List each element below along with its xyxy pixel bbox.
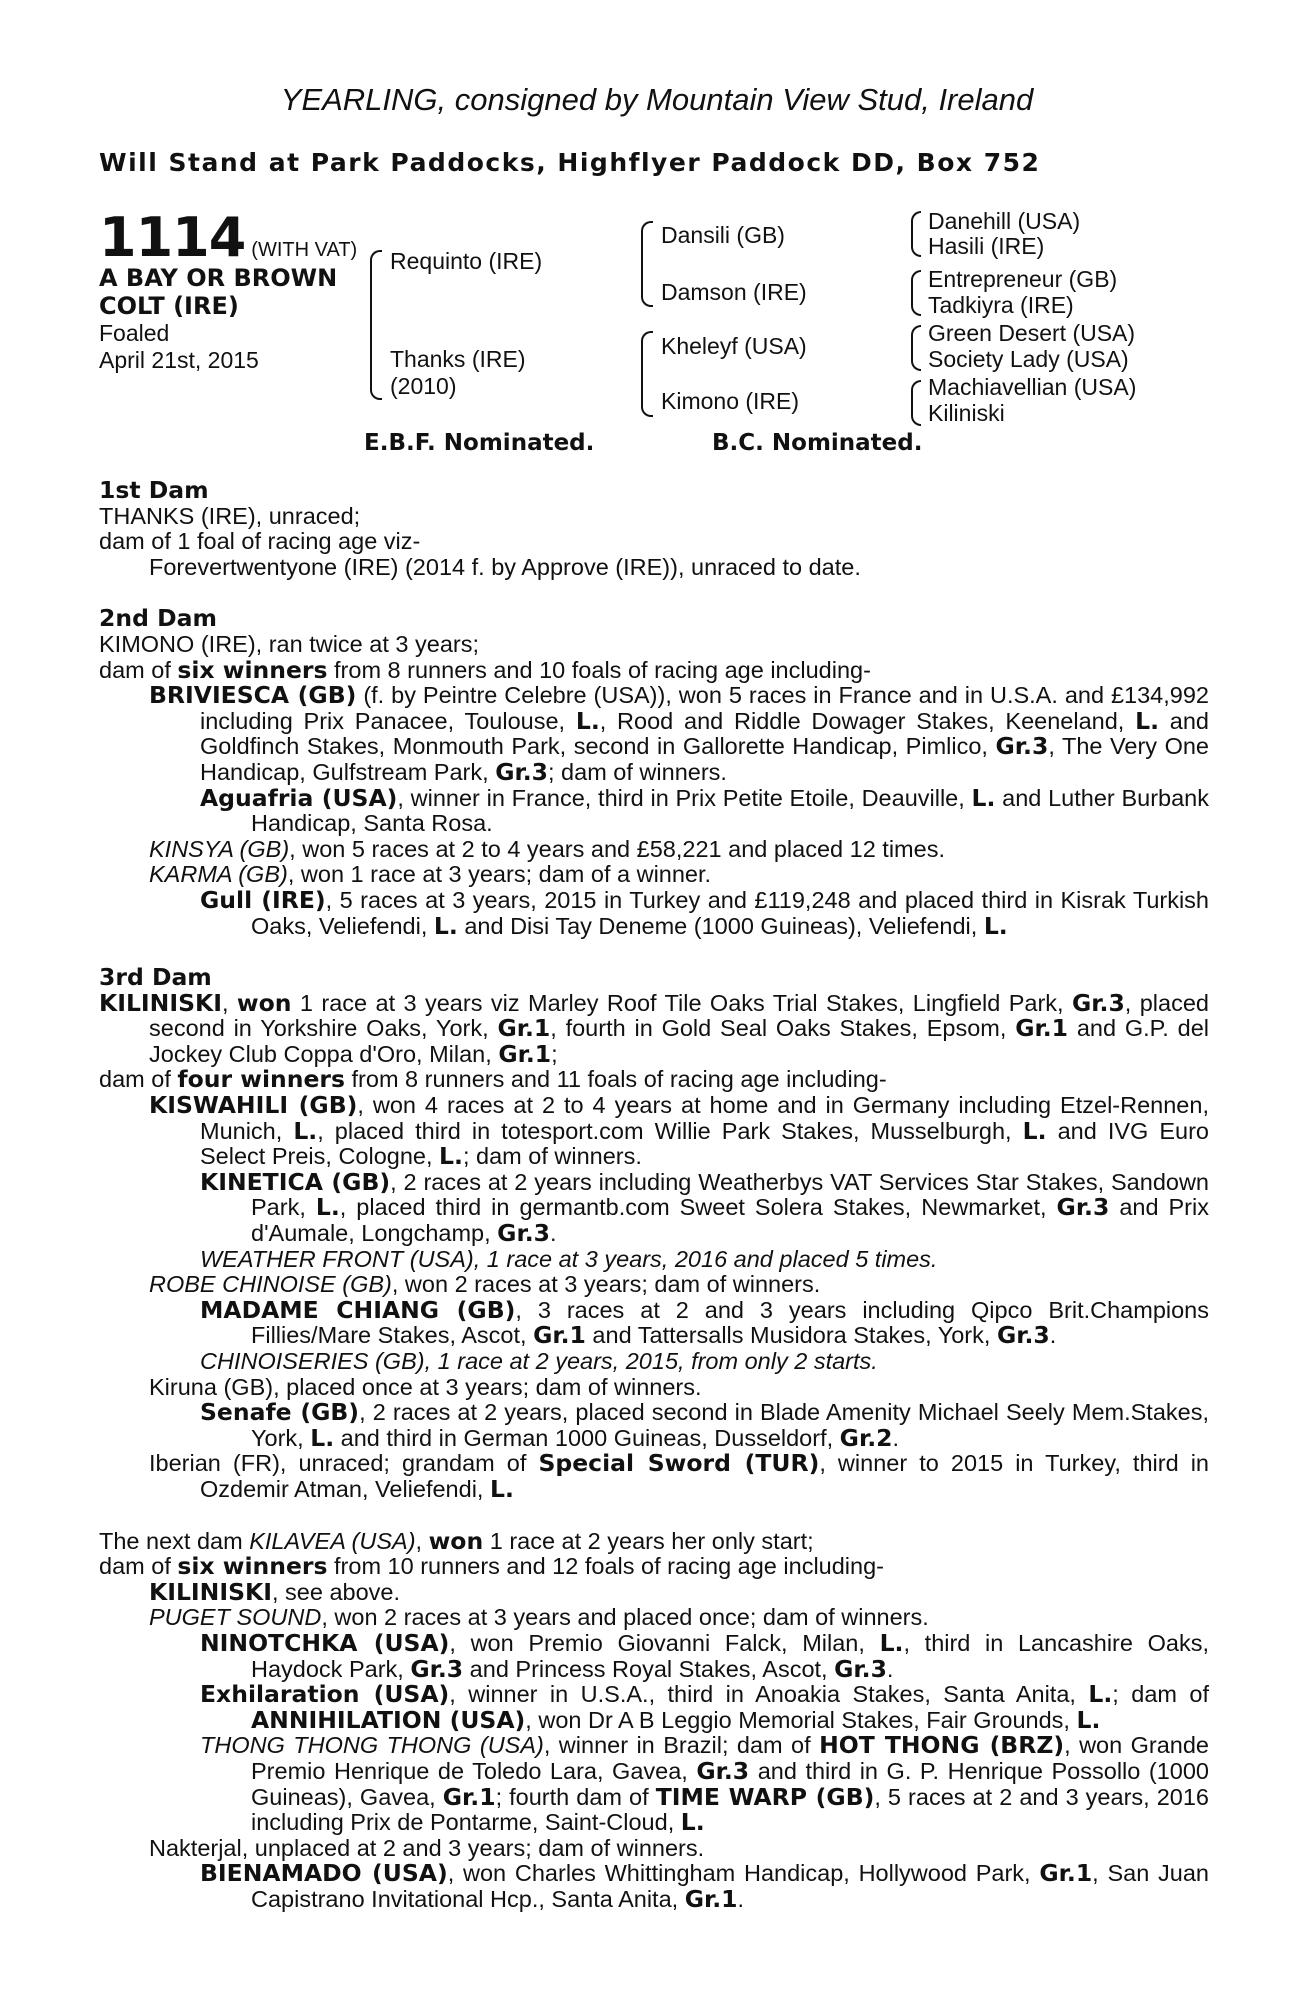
produce-entry: Senafe (GB), 2 races at 2 years, placed second in Blade Amenity Michael Seely Mem.Stakes, York, L. and third in German 1000 Guineas, Dusseldorf, Gr.2. — [200, 1398, 1209, 1452]
foaled-label: Foaled — [99, 320, 170, 346]
produce-entry: NINOTCHKA (USA), won Premio Giovanni Falck, Milan, L., third in Lancashire Oaks, Haydock Park, Gr.3 and Princess Royal Stakes, Ascot, Gr.3. — [200, 1628, 1209, 1683]
produce-entry: KILINISKI, see above. — [149, 1577, 401, 1606]
pedigree-brace — [911, 211, 921, 257]
lot-number: 1114 — [99, 206, 246, 269]
section-next-dam — [99, 1526, 1209, 1913]
produce-entry: ROBE CHINOISE (GB), won 2 races at 3 years; dam of winners. — [149, 1271, 821, 1298]
produce-entry: Kiruna (GB), placed once at 3 years; dam of winners. — [149, 1373, 702, 1400]
pedigree-gg-3: Entrepreneur (GB) — [928, 266, 1118, 292]
pedigree-sire-dam: Damson (IRE) — [661, 279, 807, 305]
pedigree-brace — [370, 250, 382, 400]
produce-entry: Gull (IRE), 5 races at 3 years, 2015 in Turkey and £119,248 and placed third in Kisrak Turkish Oaks, Veliefendi, L. and Disi Tay Deneme (1000 Guineas), Veliefendi, L. — [200, 885, 1210, 940]
dam-line: dam of four winners from 8 runners and 11 foals of racing age including- — [99, 1065, 887, 1094]
dam-line: THANKS (IRE), unraced; — [99, 502, 361, 529]
dam-line: dam of six winners from 8 runners and 10 foals of racing age including- — [99, 655, 871, 684]
section-heading: 3rd Dam — [99, 963, 212, 992]
produce-entry: CHINOISERIES (GB), 1 race at 2 years, 2015, from only 2 starts. — [200, 1348, 878, 1374]
bc-nominated: B.C. Nominated. — [712, 430, 923, 456]
produce-entry: BRIVIESCA (GB) (f. by Peintre Celebre (USA)), won 5 races in France and in U.S.A. and £134,992 including Prix Panacee, Toulouse, L., Rood and Riddle Dowager Stakes, Keeneland, L. and Goldfinch Stakes, Monmouth Park, second in Gallorette Handicap, Pimlico, Gr.3, The Very One Handicap, Gulfstream Park, Gr.3; dam of winners. — [149, 681, 1209, 786]
dam-line: dam of 1 foal of racing age viz- — [99, 528, 421, 555]
dam-line: KIMONO (IRE), ran twice at 3 years; — [99, 630, 480, 657]
pedigree-brace — [911, 380, 921, 426]
pedigree-brace — [641, 331, 653, 417]
catalogue-body — [99, 478, 1209, 1938]
produce-entry: PUGET SOUND, won 2 races at 3 years and placed once; dam of winners. — [149, 1604, 929, 1631]
produce-entry: KINSYA (GB), won 5 races at 2 to 4 years and £58,221 and placed 12 times. — [149, 835, 945, 862]
section-1st-dam — [99, 478, 1209, 580]
produce-entry: Nakterjal, unplaced at 2 and 3 years; dam of winners. — [149, 1834, 705, 1861]
pedigree-gg-6: Society Lady (USA) — [928, 346, 1129, 372]
pedigree-dam-dam: Kimono (IRE) — [661, 388, 800, 414]
lot-description-line1: A BAY OR BROWN — [99, 264, 338, 292]
pedigree-dam-sire: Kheleyf (USA) — [661, 333, 807, 359]
foaled-date: April 21st, 2015 — [99, 347, 259, 373]
pedigree-gg-8: Kiliniski — [928, 400, 1005, 426]
produce-entry: KISWAHILI (GB), won 4 races at 2 to 4 years at home and in Germany including Etzel-Rennen, Munich, L., placed third in totesport.com Willie Park Stakes, Musselburgh, L. and IVG Euro Select Preis, Cologne, L.; dam of winners. — [149, 1091, 1209, 1171]
vat-note: (WITH VAT) — [251, 239, 358, 261]
lot-description — [99, 264, 379, 320]
dam-line: dam of six winners from 10 runners and 12 foals of racing age including- — [99, 1552, 884, 1581]
foaled-info — [99, 320, 359, 374]
pedigree-brace — [641, 221, 653, 307]
produce-entry: Iberian (FR), unraced; grandam of Special Sword (TUR), winner to 2015 in Turkey, third in Ozdemir Atman, Veliefendi, L. — [149, 1449, 1209, 1503]
produce-entry: THONG THONG THONG (USA), winner in Brazil; dam of HOT THONG (BRZ), won Grande Premio Henrique de Toledo Lara, Gavea, Gr.3 and third in G. P. Henrique Possollo (1000 Guineas), Gavea, Gr.1; fourth dam of TIME WARP (GB), 5 races at 2 and 3 years, 2016 including Prix de Pontarme, Saint-Cloud, L. — [200, 1731, 1209, 1837]
produce-entry: WEATHER FRONT (USA), 1 race at 3 years, 2016 and placed 5 times. — [200, 1245, 938, 1272]
pedigree-sire: Requinto (IRE) — [390, 248, 543, 274]
produce-entry: MADAME CHIANG (GB), 3 races at 2 and 3 years including Qipco Brit.Champions Fillies/Mare Stakes, Ascot, Gr.1 and Tattersalls Musidora Stakes, York, Gr.3. — [200, 1295, 1209, 1350]
pedigree-gg-5: Green Desert (USA) — [928, 320, 1136, 346]
produce-entry: Aguafria (USA), winner in France, third in Prix Petite Etoile, Deauville, L. and Luther Burbank Handicap, Santa Rosa. — [200, 783, 1209, 837]
section-heading: 1st Dam — [99, 476, 209, 504]
section-2nd-dam — [99, 606, 1209, 939]
stand-location: Will Stand at Park Paddocks, Highflyer Paddock DD, Box 752 — [99, 148, 1041, 177]
produce-entry: KARMA (GB), won 1 race at 3 years; dam of a winner. — [149, 861, 712, 888]
dam-line: KILINISKI, won 1 race at 3 years viz Marley Roof Tile Oaks Trial Stakes, Lingfield Park, Gr.3, placed second in Yorkshire Oaks, York, Gr.1, fourth in Gold Seal Oaks Stakes, Epsom, Gr.1 and G.P. del Jockey Club Coppa d'Oro, Milan, Gr.1; — [99, 988, 1209, 1068]
section-3rd-dam — [99, 965, 1209, 1502]
consignment-title: YEARLING, consigned by Mountain View Stud, Ireland — [280, 82, 1034, 117]
pedigree-sire-sire: Dansili (GB) — [661, 222, 785, 248]
pedigree-gg-7: Machiavellian (USA) — [928, 374, 1137, 400]
pedigree-brace — [911, 270, 921, 316]
dam-line: The next dam KILAVEA (USA), won 1 race at 2 years her only start; — [99, 1526, 814, 1555]
produce-entry: KINETICA (GB), 2 races at 2 years including Weatherbys VAT Services Star Stakes, Sandown Park, L., placed third in germantb.com Sweet Solera Stakes, Newmarket, Gr.3 and Prix d'Aumale, Longchamp, Gr.3. — [200, 1167, 1209, 1248]
ebf-nominated: E.B.F. Nominated. — [364, 430, 595, 456]
produce-entry: Forevertwentyone (IRE) (2014 f. by Approve (IRE)), unraced to date. — [149, 553, 861, 580]
produce-entry: Exhilaration (USA), winner in U.S.A., third in Anoakia Stakes, Santa Anita, L.; dam of ANNIHILATION (USA), won Dr A B Leggio Memorial Stakes, Fair Grounds, L. — [200, 1680, 1209, 1734]
pedigree-gg-1: Danehill (USA) — [928, 208, 1081, 234]
pedigree-brace — [911, 325, 921, 371]
pedigree-gg-2: Hasili (IRE) — [928, 233, 1045, 259]
produce-entry: BIENAMADO (USA), won Charles Whittingham Handicap, Hollywood Park, Gr.1, San Juan Capistrano Invitational Hcp., Santa Anita, Gr.1. — [200, 1859, 1209, 1913]
lot-description-line2: COLT (IRE) — [99, 292, 239, 320]
pedigree-dam-year: (2010) — [390, 373, 457, 399]
lot-number-block — [99, 206, 357, 269]
pedigree-dam: Thanks (IRE) — [390, 346, 526, 372]
section-heading: 2nd Dam — [99, 604, 217, 633]
pedigree-gg-4: Tadkiyra (IRE) — [928, 292, 1074, 318]
